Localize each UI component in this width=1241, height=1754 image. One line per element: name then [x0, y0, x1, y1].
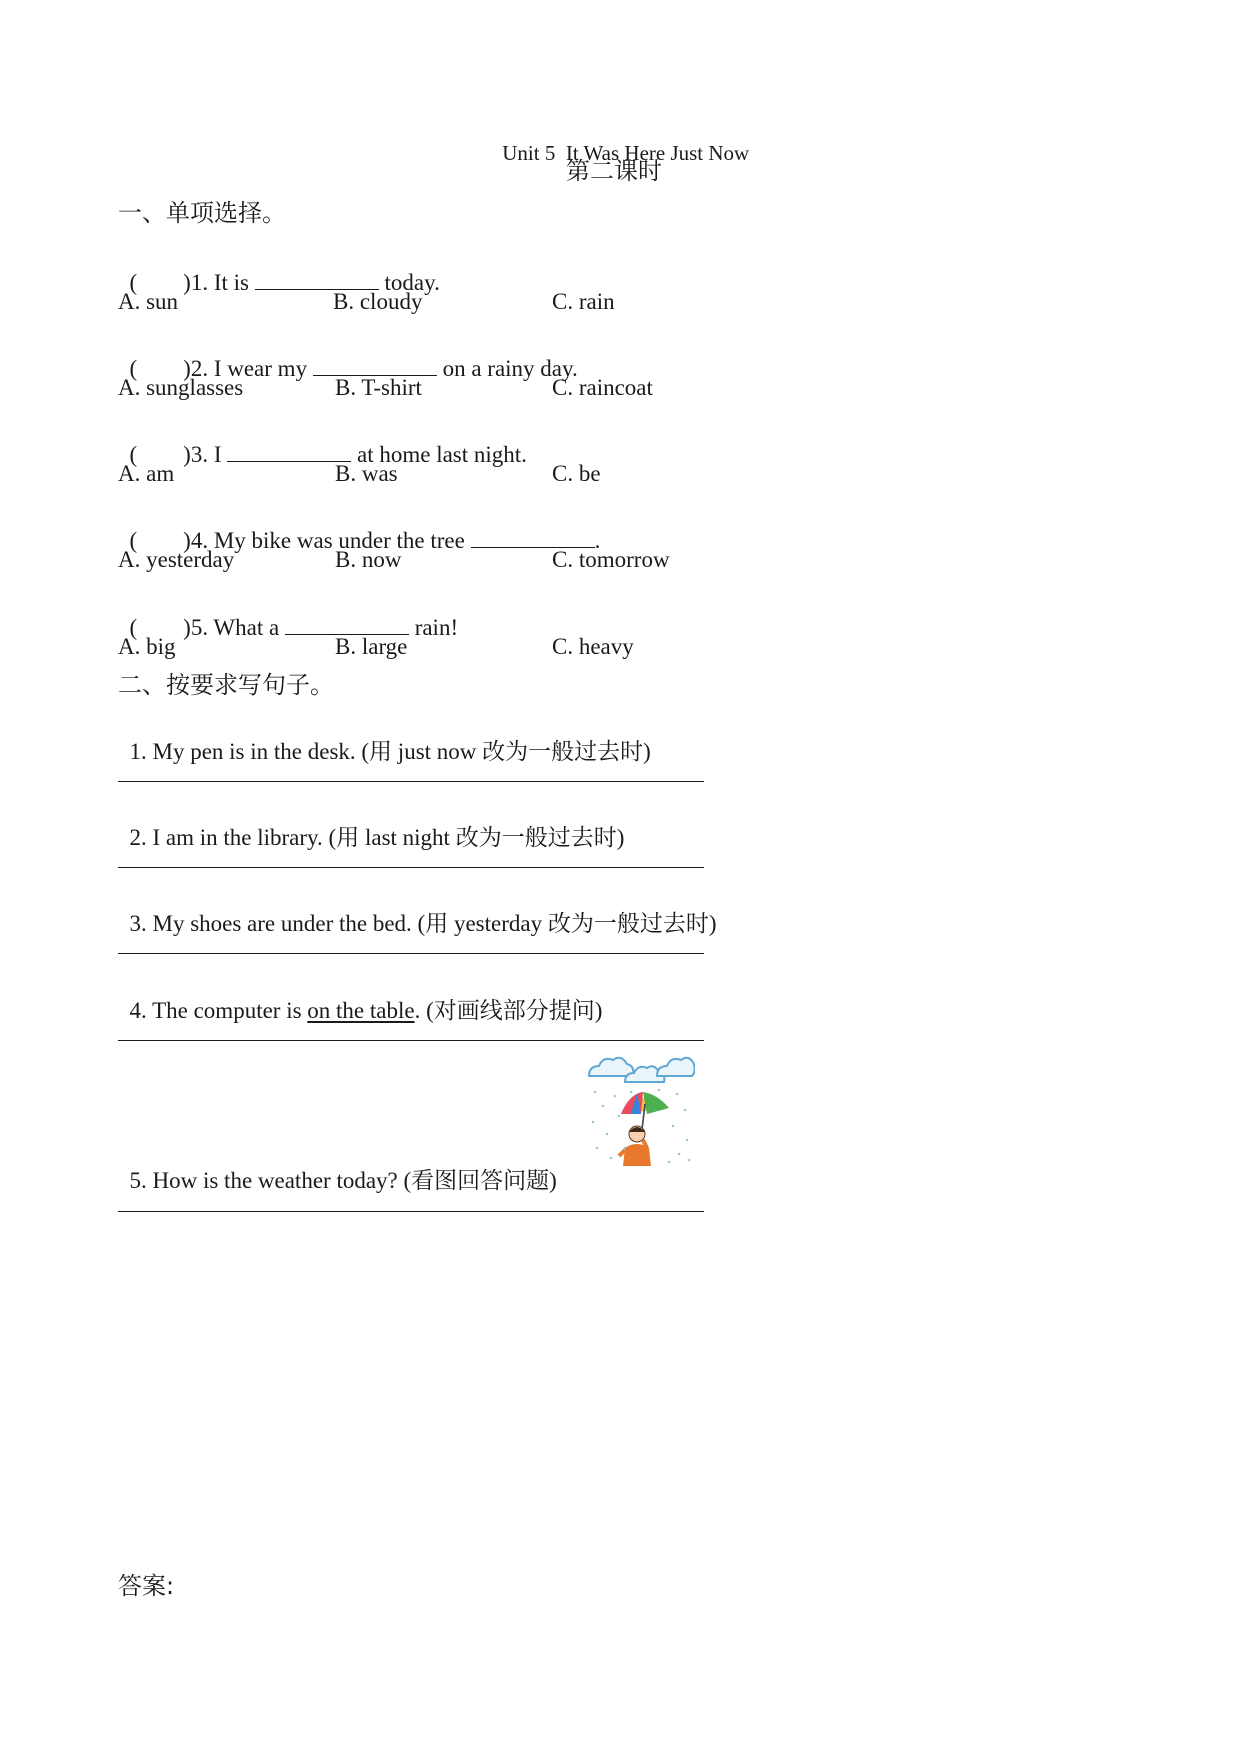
q1-option-a[interactable]: A. sun [118, 289, 179, 314]
rain-umbrella-child-icon [585, 1052, 695, 1170]
q5-option-a[interactable]: A. big [118, 634, 176, 659]
rewrite-item-1: 1. My pen is in the desk. (用 just now 改为一般过去时) [129, 739, 651, 765]
q1-option-b[interactable]: B. cloudy [333, 289, 423, 314]
q2-option-b[interactable]: B. T-shirt [335, 375, 422, 400]
unit-title: Unit 5 It Was Here Just Now [502, 141, 750, 165]
rewrite-item-3: 3. My shoes are under the bed. (用 yesterday 改为一般过去时) [129, 911, 717, 937]
answers-label: 答案: [118, 1572, 175, 1600]
answer-line-3[interactable] [118, 953, 704, 954]
question-5: ( )5. What a rain! [129, 615, 459, 640]
answer-line-2[interactable] [118, 867, 704, 868]
section-2-heading: 二、按要求写句子。 [118, 671, 334, 699]
q3-option-b[interactable]: B. was [335, 461, 398, 486]
answer-blank[interactable] [313, 355, 437, 376]
question-2: ( )2. I wear my on a rainy day. [129, 356, 578, 381]
q2-option-a[interactable]: A. sunglasses [118, 375, 244, 400]
answer-line-4[interactable] [118, 1040, 704, 1041]
q2-option-c[interactable]: C. raincoat [552, 375, 653, 400]
rewrite-item-5: 5. How is the weather today? (看图回答问题) [129, 1168, 557, 1194]
q4-option-a[interactable]: A. yesterday [118, 547, 235, 572]
rewrite-item-2: 2. I am in the library. (用 last night 改为一般过去时) [129, 825, 625, 851]
question-4: ( )4. My bike was under the tree . [129, 528, 601, 553]
q3-option-c[interactable]: C. be [552, 461, 601, 486]
question-1: ( )1. It is today. [129, 270, 440, 295]
q5-option-b[interactable]: B. large [335, 634, 408, 659]
answer-line-1[interactable] [118, 781, 704, 782]
lesson-title: 第二课时 [566, 157, 662, 185]
section-1-heading: 一、单项选择。 [118, 199, 286, 227]
q5-option-c[interactable]: C. heavy [552, 634, 634, 659]
answer-blank[interactable] [285, 614, 409, 635]
q4-option-c[interactable]: C. tomorrow [552, 547, 670, 572]
rewrite-item-4: 4. The computer is on the table. (对画线部分提问) [129, 998, 603, 1024]
underlined-phrase: on the table [307, 998, 415, 1023]
answer-line-5[interactable] [118, 1211, 704, 1212]
q4-option-b[interactable]: B. now [335, 547, 402, 572]
answer-blank[interactable] [227, 441, 351, 462]
q3-option-a[interactable]: A. am [118, 461, 175, 486]
answer-blank[interactable] [471, 527, 595, 548]
question-3: ( )3. I at home last night. [129, 442, 527, 467]
answer-blank[interactable] [255, 269, 379, 290]
q1-option-c[interactable]: C. rain [552, 289, 615, 314]
